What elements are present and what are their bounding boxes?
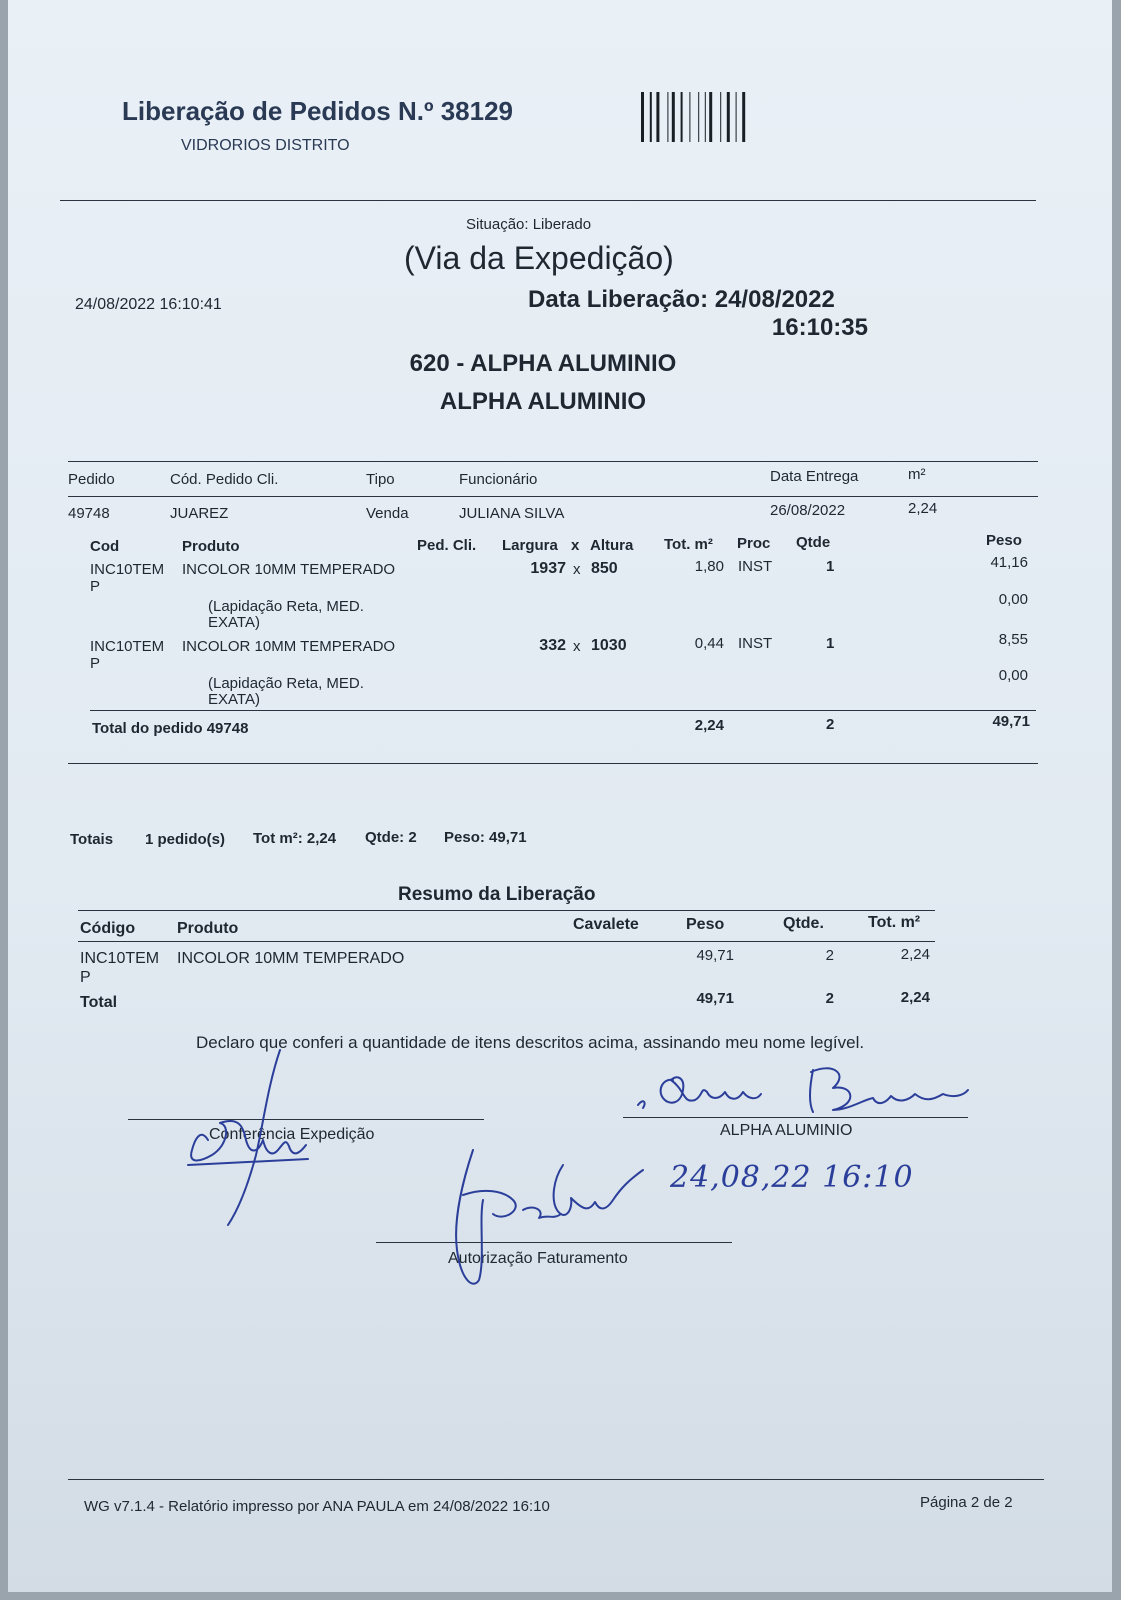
resumo-title: Resumo da Liberação [398, 884, 596, 905]
autorizacao-signature [433, 1140, 663, 1300]
barcode-bar [672, 92, 675, 142]
data-liberacao-line2: 16:10:35 [771, 314, 868, 341]
item-obs-line1: (Lapidação Reta, MED. [208, 675, 364, 692]
footer-page-number: Página 2 de 2 [920, 1494, 1013, 1511]
barcode-bar [705, 92, 706, 142]
item-cod: INC10TEM [90, 638, 165, 655]
item-produto: INCOLOR 10MM TEMPERADO [182, 638, 396, 655]
resumo-tot-m2: 2,24 [900, 946, 930, 963]
items-col-ped-cli: Ped. Cli. [417, 537, 477, 554]
resumo-col-qtde: Qtde. [783, 915, 824, 932]
resumo-total-qtde: 2 [825, 990, 834, 1007]
item-proc: INST [738, 635, 773, 652]
items-col-cod: Cod [90, 538, 120, 555]
item-altura: 1030 [591, 637, 627, 654]
totals-label: Totais [70, 831, 114, 848]
totals-pedidos: 1 pedido(s) [145, 831, 226, 848]
barcode-bar [656, 92, 659, 142]
item-cod-cont: P [90, 578, 101, 595]
item-proc: INST [738, 558, 773, 575]
resumo-col-tot-m2: Tot. m² [868, 914, 921, 931]
item-obs-peso: 0,00 [998, 667, 1028, 684]
barcode-bar [698, 92, 699, 142]
item-obs-line2: EXATA) [208, 691, 260, 708]
footer-report-info: WG v7.1.4 - Relatório impresso por ANA PAULA em 24/08/2022 16:10 [84, 1498, 550, 1515]
client-code-name: 620 - ALPHA ALUMINIO [409, 350, 677, 377]
items-col-largura: Largura [502, 537, 558, 554]
col-pedido: Pedido [68, 471, 115, 488]
barcode-bar [689, 92, 690, 142]
value-m2: 2,24 [908, 500, 938, 517]
item-produto: INCOLOR 10MM TEMPERADO [182, 561, 396, 578]
barcode-bar [681, 92, 683, 142]
header-divider [60, 200, 1036, 201]
value-pedido: 49748 [68, 505, 110, 522]
cliente-signature [633, 1060, 973, 1120]
print-datetime: 24/08/2022 16:10:41 [75, 296, 222, 313]
value-funcionario: JULIANA SILVA [459, 505, 565, 522]
order-total-peso: 49,71 [992, 713, 1030, 730]
item-x: x [573, 638, 581, 655]
value-tipo: Venda [366, 505, 409, 522]
resumo-qtde: 2 [825, 947, 834, 964]
item-obs-peso: 0,00 [998, 591, 1028, 608]
resumo-total-peso: 49,71 [696, 990, 734, 1007]
item-tot-m2: 0,44 [694, 635, 724, 652]
col-tipo: Tipo [366, 471, 395, 488]
resumo-produto: INCOLOR 10MM TEMPERADO [177, 950, 405, 967]
resumo-codigo-cont: P [80, 969, 91, 986]
item-obs-line2: EXATA) [208, 614, 260, 631]
barcode-bar [720, 92, 721, 142]
resumo-codigo: INC10TEM [80, 950, 160, 967]
cliente-label: ALPHA ALUMINIO [720, 1122, 853, 1139]
barcode-bar [641, 92, 644, 142]
totals-peso: Peso: 49,71 [444, 829, 527, 846]
col-data-entrega: Data Entrega [770, 468, 859, 485]
barcode-bar [709, 92, 712, 142]
items-total-rule [90, 710, 1036, 711]
item-largura: 332 [539, 637, 566, 654]
resumo-col-peso: Peso [686, 916, 725, 933]
totals-qtde: Qtde: 2 [365, 829, 417, 846]
barcode-bar [742, 92, 745, 142]
order-table-header-rule [68, 496, 1038, 497]
barcode-bar [667, 92, 668, 142]
item-largura: 1937 [530, 560, 566, 577]
client-name: ALPHA ALUMINIO [439, 388, 647, 415]
resumo-total-tot-m2: 2,24 [900, 989, 930, 1006]
via-title: (Via da Expedição) [404, 240, 674, 276]
barcode-bar [736, 92, 737, 142]
item-obs-line1: (Lapidação Reta, MED. [208, 598, 364, 615]
resumo-peso: 49,71 [696, 947, 734, 964]
item-cod: INC10TEM [90, 561, 165, 578]
order-table-top-rule [68, 461, 1038, 462]
col-funcionario: Funcionário [459, 471, 538, 488]
item-peso: 8,55 [998, 631, 1028, 648]
order-total-m2: 2,24 [694, 717, 724, 734]
item-altura: 850 [591, 560, 618, 577]
items-col-peso: Peso [986, 532, 1022, 549]
handwritten-date: 24,08,22 16:10 [670, 1160, 914, 1195]
totals-tot-m2: Tot m²: 2,24 [253, 830, 337, 847]
col-cod-pedido-cli: Cód. Pedido Cli. [170, 471, 279, 488]
item-cod-cont: P [90, 655, 101, 672]
barcode [641, 92, 811, 142]
barcode-bar [727, 92, 730, 142]
item-x: x [573, 561, 581, 578]
col-m2: m² [908, 466, 926, 483]
items-col-tot-m2: Tot. m² [664, 536, 713, 553]
order-total-label: Total do pedido 49748 [92, 720, 249, 737]
item-peso: 41,16 [990, 554, 1028, 571]
conferencia-signature [168, 1045, 338, 1235]
order-total-qtde: 2 [826, 716, 835, 733]
document-page [8, 0, 1112, 1592]
situacao-text: Situação: Liberado [466, 216, 592, 233]
items-col-qtde: Qtde [796, 534, 831, 551]
items-col-x: x [571, 537, 580, 554]
company-name: VIDRORIOS DISTRITO [181, 137, 350, 154]
document-title: Liberação de Pedidos N.º 38129 [122, 96, 513, 126]
item-qtde: 1 [826, 635, 835, 652]
items-col-produto: Produto [182, 538, 240, 555]
conferencia-label: Conferência Expedição [209, 1126, 375, 1143]
resumo-header-rule [78, 941, 935, 942]
footer-rule [68, 1479, 1044, 1480]
value-cod-pedido-cli: JUAREZ [170, 505, 229, 522]
order-table-bottom-rule [68, 763, 1038, 764]
data-liberacao-line1: Data Liberação: 24/08/2022 [528, 286, 835, 313]
item-tot-m2: 1,80 [694, 558, 724, 575]
resumo-col-produto: Produto [177, 920, 239, 937]
items-col-altura: Altura [590, 537, 634, 554]
declaration-text: Declaro que conferi a quantidade de itens descritos acima, assinando meu nome legível. [196, 1033, 865, 1052]
item-qtde: 1 [826, 558, 835, 575]
resumo-total-label: Total [80, 994, 118, 1011]
resumo-col-cavalete: Cavalete [573, 916, 639, 933]
resumo-top-rule [78, 910, 935, 911]
autorizacao-label: Autorização Faturamento [448, 1250, 628, 1267]
barcode-bar [650, 92, 652, 142]
resumo-col-codigo: Código [80, 920, 136, 937]
value-data-entrega: 26/08/2022 [770, 502, 846, 519]
items-col-proc: Proc [737, 535, 771, 552]
